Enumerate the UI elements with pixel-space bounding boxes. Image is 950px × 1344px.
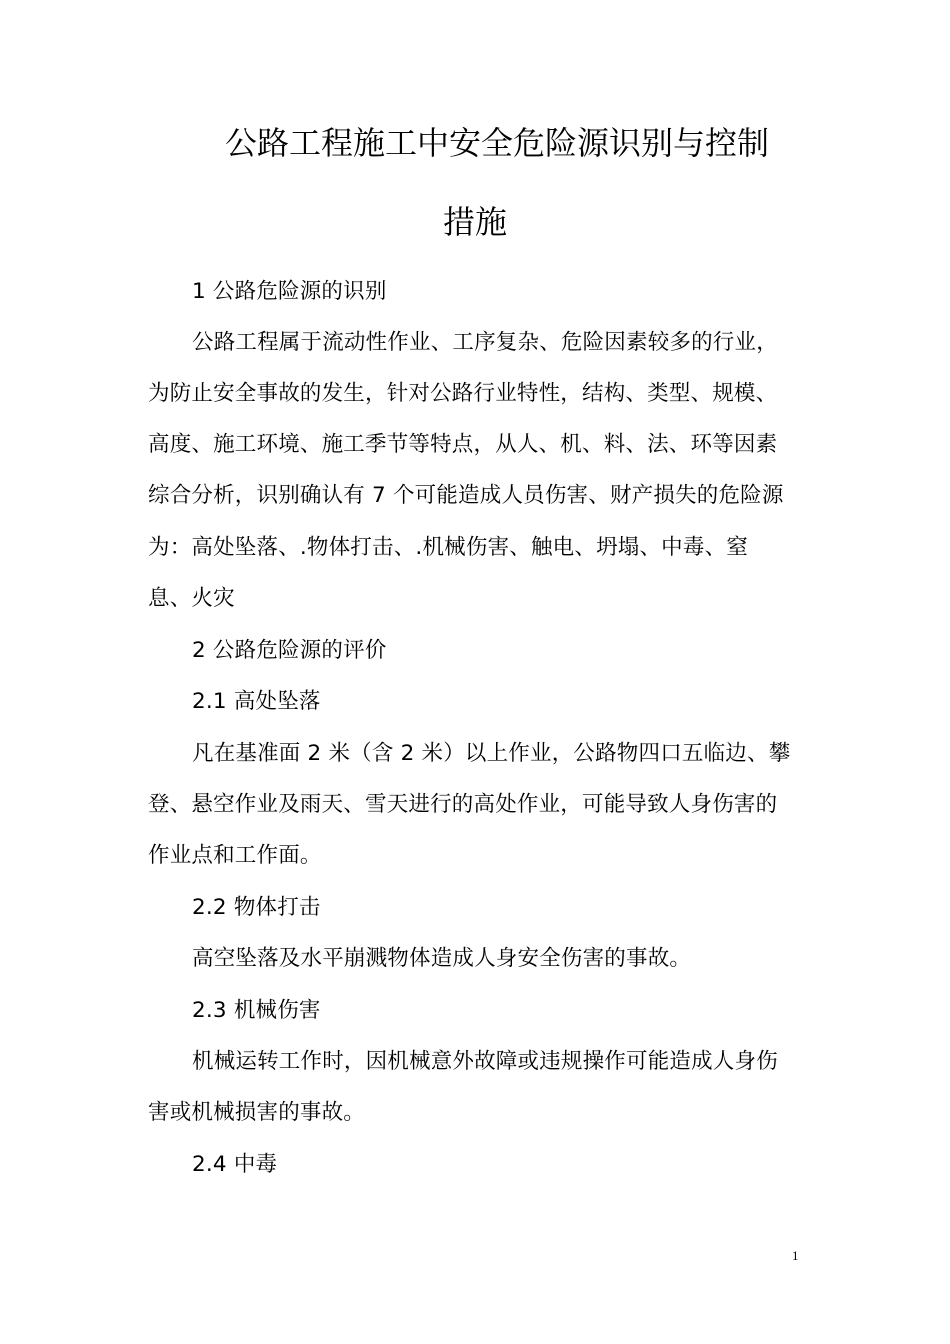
page-number: 1 (792, 1248, 799, 1263)
subsection-heading: 2.4 中毒 (192, 1152, 278, 1177)
paragraph-line: 凡在基准面 2 米（含 2 米）以上作业，公路物四口五临边、攀 (192, 741, 791, 766)
paragraph-line: 为防止安全事故的发生，针对公路行业特性，结构、类型、规模、 (148, 381, 778, 406)
paragraph-line: 高空坠落及水平崩溅物体造成人身安全伤害的事故。 (192, 946, 692, 971)
subsection-heading: 2.2 物体打击 (192, 895, 321, 920)
paragraph-line: 公路工程属于流动性作业、工序复杂、危险因素较多的行业， (192, 330, 778, 355)
document-title-line-1: 公路工程施工中安全危险源识别与控制 (225, 124, 770, 162)
subsection-heading: 2.1 高处坠落 (192, 689, 321, 714)
paragraph-line: 机械运转工作时，因机械意外故障或违规操作可能造成人身伤 (192, 1049, 778, 1074)
subsection-heading: 2.3 机械伤害 (192, 998, 321, 1023)
paragraph-line: 作业点和工作面。 (148, 843, 322, 868)
paragraph-line: 登、悬空作业及雨天、雪天进行的高处作业，可能导致人身伤害的 (148, 792, 778, 817)
document-title-line-2: 措施 (442, 203, 507, 241)
paragraph-line: 高度、施工环境、施工季节等特点，从人、机、料、法、环等因素 (148, 432, 778, 457)
paragraph-line: 为：高处坠落、.物体打击、.机械伤害、触电、坍塌、中毒、窒 (148, 535, 748, 560)
section-heading-1: 1 公路危险源的识别 (192, 279, 387, 304)
paragraph-line: 综合分析，识别确认有 7 个可能造成人员伤害、财产损失的危险源 (148, 483, 784, 508)
paragraph-line: 息、火灾 (148, 586, 235, 611)
paragraph-line: 害或机械损害的事故。 (148, 1100, 366, 1125)
section-heading-2: 2 公路危险源的评价 (192, 638, 387, 663)
